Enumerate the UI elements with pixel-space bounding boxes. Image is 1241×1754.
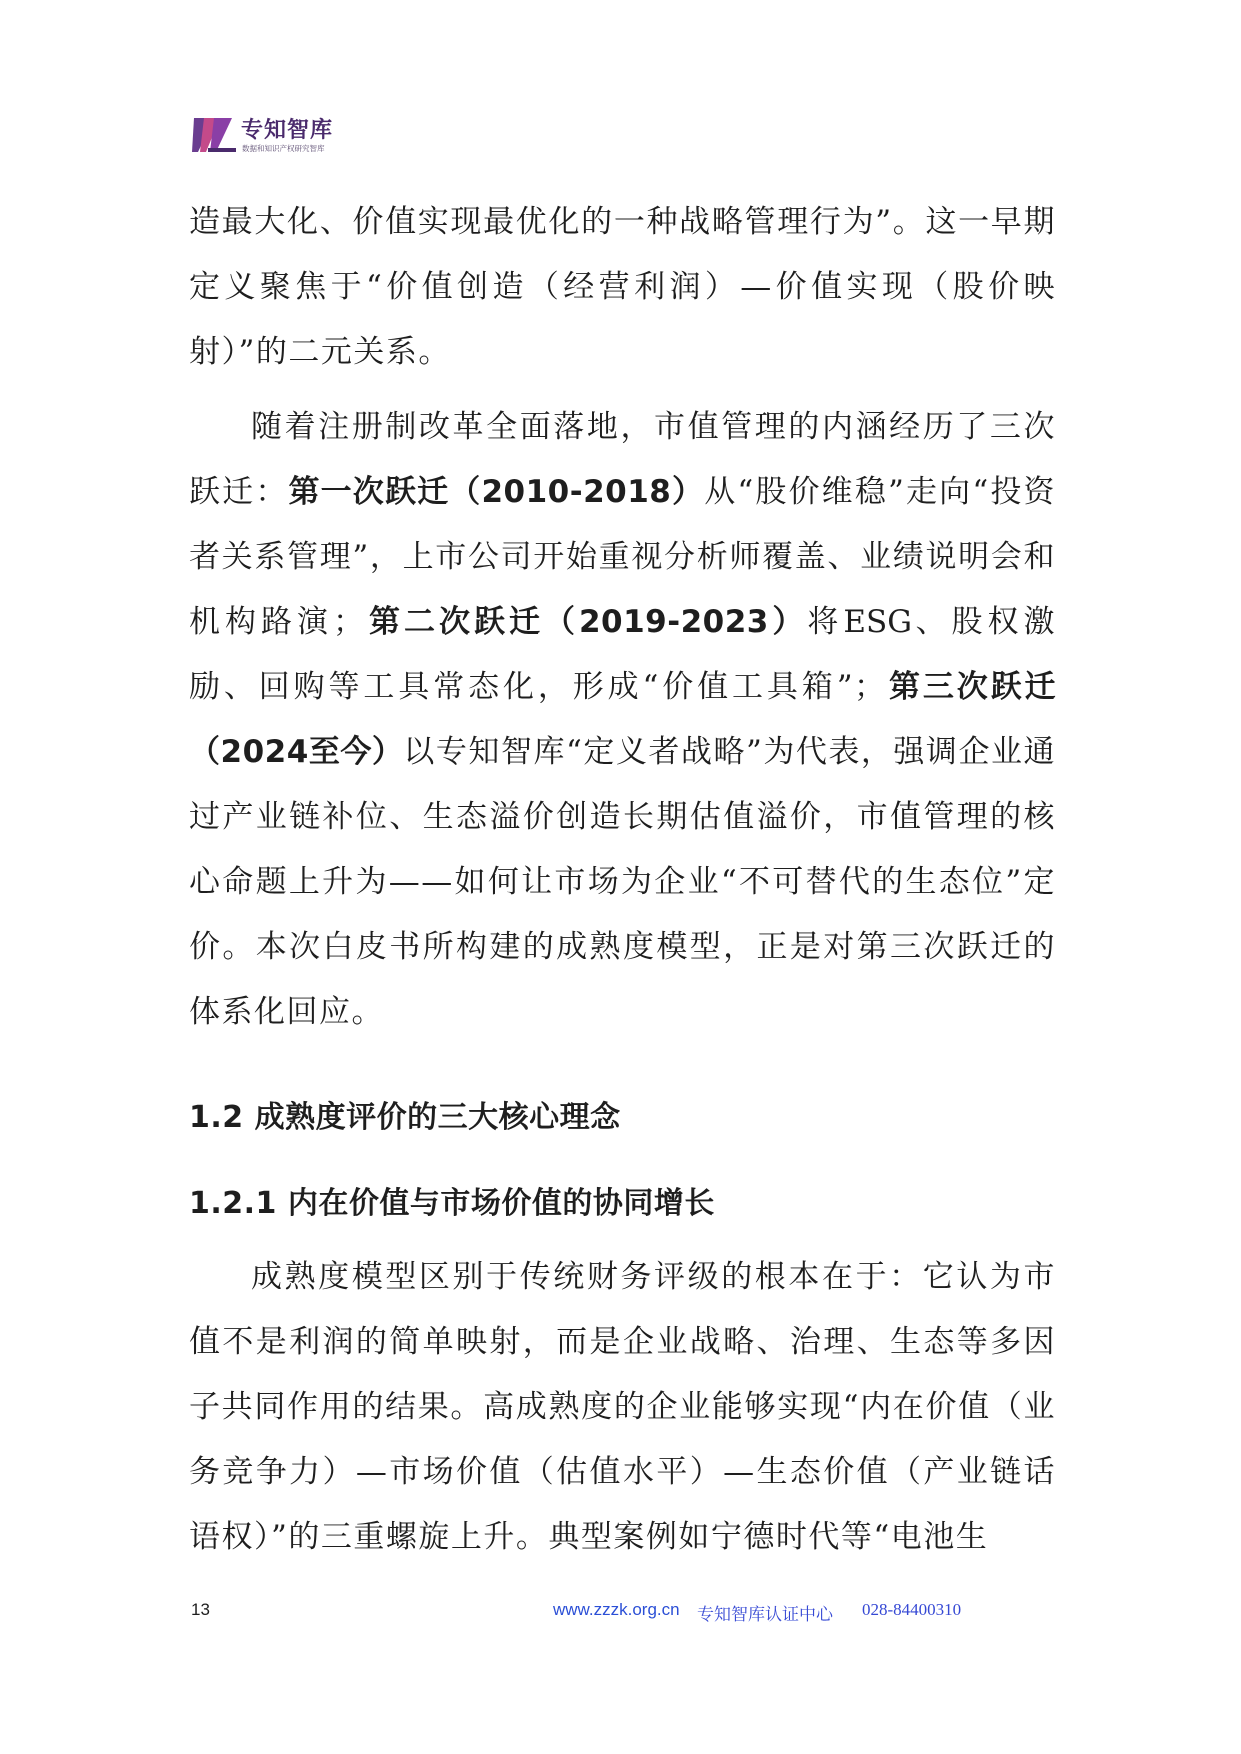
body-content [189,190,1056,1570]
second-transition-label: 第二次跃迁（2019-2023） [365,604,808,640]
section-heading-1-2-1: 1.2.1 内在价值与市场价值的协同增长 [189,1186,715,1221]
third-transition-label: 第三次跃迁（2024至今） [189,669,1056,770]
zzzk-logo-icon [192,115,238,155]
page-footer [0,1600,1241,1630]
section-heading-1-2: 1.2 成熟度评价的三大核心理念 [189,1100,621,1135]
phone-number: 028-84400310 [862,1600,962,1619]
header-logo [192,112,392,162]
paragraph-three-transitions [189,395,1056,1045]
text-segment: 将 [807,604,844,640]
page-number: 13 [191,1600,210,1619]
certification-center-name: 专知智库认证中心 [697,1605,833,1625]
esg-term: ESG [843,604,913,640]
text-segment: 、股权激励、回购等工具常态化，形成“价值工具箱”； [189,604,1056,705]
text-segment: 随着注册制改革全面落地，市值管理的内涵经历了三次跃迁： [189,409,1056,510]
paragraph-maturity-model: 成熟度模型区别于传统财务评级的根本在于：它认为市值不是利润的简单映射，而是企业战略、治理、生态等多因子共同作用的结果。高成熟度的企业能够实现“内在价值（业务竞争力）—市场价值（估值水平）—生态价值（产业链话语权）”的三重螺旋上升。典型案例如宁德时代等“电池生 [189,1259,1056,1555]
logo-tagline: 数据和知识产权研究智库 [242,144,325,153]
text-segment: 以专知智库“定义者战略”为代表，强调企业通过产业链补位、生态溢价创造长期估值溢价，市值管理的核心命题上升为——如何让市场为企业“不可替代的生态位”定价。本次白皮书所构建的成熟度模型，正是对第三次跃迁的体系化回应。 [189,734,1056,1030]
logo-name: 专知智库 [241,118,334,143]
website-link[interactable]: www.zzzk.org.cn [553,1600,680,1619]
text-segment: 从“股价维稳”走向“投资者关系管理”，上市公司开始重视分析师覆盖、业绩说明会和机构路演； [189,474,1056,640]
first-transition-label: 第一次跃迁（2010-2018） [288,474,705,510]
paragraph-definition: 造最大化、价值实现最优化的一种战略管理行为”。这一早期定义聚焦于“价值创造（经营利润）—价值实现（股价映射）”的二元关系。 [189,204,1056,370]
